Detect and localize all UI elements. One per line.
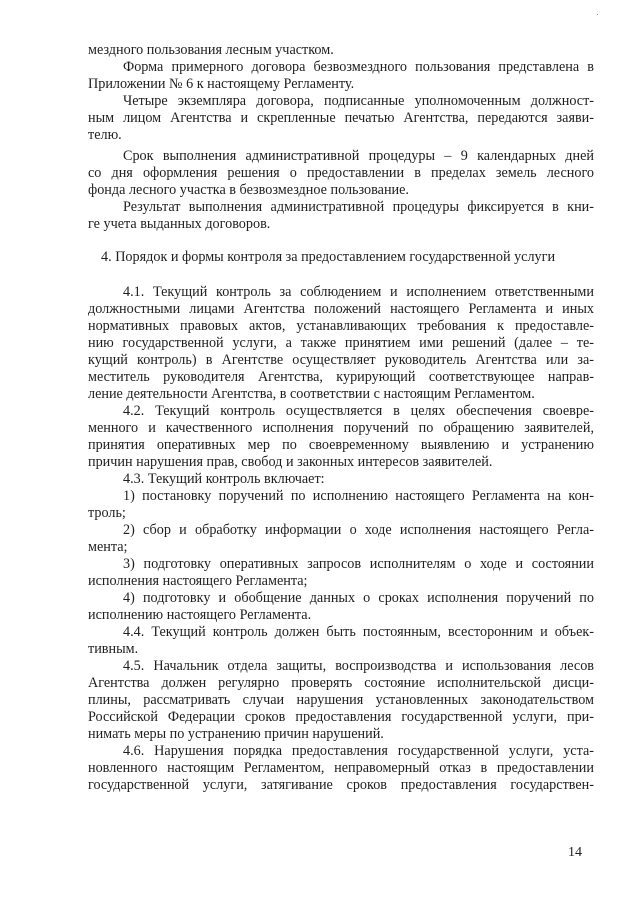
paragraph (88, 42, 594, 59)
text-line: 4.6. Нарушения порядка предоставления государственной услуги, уста- (123, 743, 594, 759)
text-line: исполнению настоящего Регламента. (88, 607, 312, 623)
text-line: принятия оперативных мер по своевременному выявлению и устранению (88, 437, 594, 453)
page-number: 14 (568, 845, 582, 860)
text-line: 4.2. Текущий контроль осуществляется в целях обеспечения своевре- (123, 403, 594, 419)
text-line: нию государственной услуги, а также принятием ими решений (далее – те- (88, 335, 594, 351)
text-line: кущий контроль) в Агентстве осуществляет руководитель Агентства или за- (88, 352, 594, 368)
paragraph (88, 522, 594, 556)
text-line: 4.3. Текущий контроль включает: (123, 471, 325, 487)
text-line: ным лицом Агентства и скрепленные печатью Агентства, передаются заяви- (88, 110, 594, 126)
text-line: Срок выполнения административной процедуры – 9 календарных дней (123, 148, 594, 164)
text-line: троль; (88, 505, 126, 521)
paragraph (88, 148, 594, 199)
text-line: плины, рассматривать случаи нарушения установленных законодательством (88, 692, 594, 708)
text-line: Результат выполнения административной процедуры фиксируется в кни- (123, 199, 594, 215)
section-heading: 4. Порядок и формы контроля за предоставлением государственной услуги (101, 249, 556, 265)
text-line: 4.4. Текущий контроль должен быть постоянным, всесторонним и объек- (123, 624, 594, 640)
text-line: мездного пользования лесным участком. (88, 42, 334, 58)
text-line: нимать меры по устранению причин нарушений. (88, 726, 384, 742)
paragraph (88, 59, 594, 93)
paragraph (88, 590, 594, 624)
paragraph (88, 624, 594, 658)
paragraph (88, 556, 594, 590)
text-line: 4) подготовку и обобщение данных о сроках исполнения поручений по (123, 590, 594, 606)
text-line: меститель руководителя Агентства, курирующий соответствующее направ- (88, 369, 594, 385)
paragraph (88, 284, 594, 403)
text-line: 1) постановку поручений по исполнению настоящего Регламента на кон- (123, 488, 594, 504)
text-line: исполнения настоящего Регламента; (88, 573, 308, 589)
text-line: ление деятельности Агентства, в соответствии с настоящим Регламентом. (88, 386, 535, 402)
paragraph (88, 743, 594, 794)
paragraph (88, 93, 594, 144)
text-line: причин нарушения прав, свобод и законных интересов заявителей. (88, 454, 493, 470)
text-line: фонда лесного участка в безвозмездное пользование. (88, 182, 409, 198)
text-line: со дня оформления решения о предоставлении в пределах земель лесного (88, 165, 594, 181)
text-line: должностными лицами Агентства положений настоящего Регламента и иных (88, 301, 594, 317)
text-line: Форма примерного договора безвозмездного пользования представлена в (123, 59, 594, 75)
document-body (88, 42, 594, 794)
paragraph (88, 488, 594, 522)
text-line: нормативных правовых актов, устанавливающих требования к предоставле- (88, 318, 594, 334)
paragraph (88, 658, 594, 743)
text-line: 4.5. Начальник отдела защиты, воспроизводства и использования лесов (123, 658, 594, 674)
text-line: Агентства должен регулярно проверять состояние исполнительской дисци- (88, 675, 594, 691)
text-line: 2) сбор и обработку информации о ходе исполнения настоящего Регла- (123, 522, 594, 538)
text-line: Четыре экземпляра договора, подписанные уполномоченным должност- (123, 93, 594, 109)
text-line: 3) подготовку оперативных запросов исполнителям о ходе и состоянии (123, 556, 594, 572)
text-line: тивным. (88, 641, 139, 657)
paragraph (88, 471, 594, 488)
text-line: ге учета выданных договоров. (88, 216, 271, 232)
text-line: новленного настоящим Регламентом, неправомерный отказ в предоставлении (88, 760, 594, 776)
text-line: телю. (88, 127, 122, 143)
paragraph (88, 199, 594, 233)
text-line: государственной услуги, затягивание сроков предоставления государствен- (88, 777, 594, 793)
text-line: Приложении № 6 к настоящему Регламенту. (88, 76, 355, 92)
paragraph (88, 403, 594, 471)
scan-mark (597, 14, 598, 15)
text-line: менного и качественного исполнения поручений по обращению заявителей, (88, 420, 594, 436)
text-line: мента; (88, 539, 128, 555)
text-line: 4.1. Текущий контроль за соблюдением и исполнением ответственными (123, 284, 594, 300)
text-line: Российской Федерации сроков предоставления государственной услуги, при- (88, 709, 594, 725)
